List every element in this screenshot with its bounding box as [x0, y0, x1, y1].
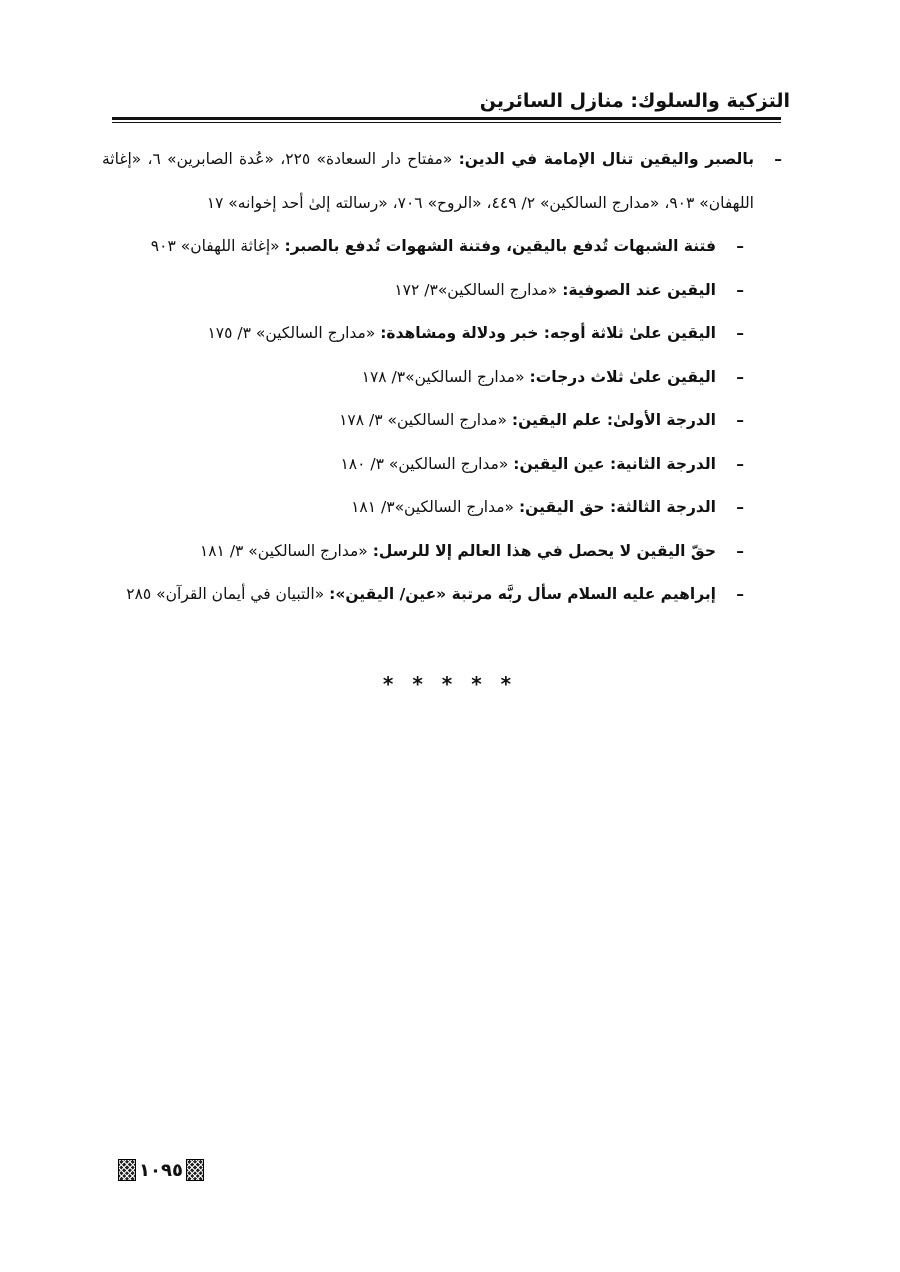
entry-topic: الدرجة الأولىٰ: علم اليقين: — [511, 411, 716, 429]
entry-text — [102, 486, 716, 530]
running-header-title: التزكية والسلوك: منازل السائرين — [479, 90, 790, 112]
entry-topic: بالصبر واليقين تنال الإمامة في الدين: — [458, 150, 755, 168]
index-entry — [102, 530, 744, 574]
entry-references: «مدارج السالكين» ٣/ ١٨٠ — [340, 454, 514, 473]
entry-references: «مدارج السالكين» ٣/ ١٨١ — [199, 541, 373, 560]
entry-dash: – — [736, 585, 744, 603]
entry-dash: – — [736, 237, 744, 255]
index-entry — [102, 399, 744, 443]
ornament-icon — [186, 1159, 204, 1181]
entry-dash: – — [736, 454, 744, 473]
entry-dash: – — [736, 324, 744, 342]
entry-dash: – — [736, 411, 744, 429]
entry-text — [102, 399, 716, 443]
entry-text — [102, 443, 716, 487]
index-entry — [102, 356, 744, 400]
entry-topic: الدرجة الثالثة: حق اليقين: — [518, 498, 716, 516]
entry-dash: – — [736, 280, 744, 299]
entry-references: «مدارج السالكين»٣/ ١٨١ — [351, 498, 519, 516]
entry-references: «مدارج السالكين» ٣/ ١٧٨ — [339, 411, 512, 429]
entry-dash: – — [736, 498, 744, 516]
entry-references: «إغاثة اللهفان» ٩٠٣ — [150, 237, 285, 255]
index-entries-list — [102, 138, 782, 617]
index-entry — [102, 443, 744, 487]
entry-topic: اليقين علىٰ ثلاث درجات: — [529, 367, 716, 386]
index-entry — [102, 573, 744, 617]
entry-text — [102, 225, 716, 269]
entry-topic: الدرجة الثانية: عين اليقين: — [513, 454, 716, 473]
index-entry — [102, 138, 782, 225]
entry-dash: – — [736, 367, 744, 386]
entry-references: «مفتاح دار السعادة» ٢٢٥، «عُدة الصابرين» ٦، «إغاثة اللهفان» ٩٠٣، «مدارج السالكين» ٢/ ٤٤٩، «الروح» ٧٠٦، «رسالته إلىٰ أحد إخوانه» ١٧ — [102, 150, 754, 212]
index-entry — [102, 312, 744, 356]
entry-references: «مدارج السالكين» ٣/ ١٧٥ — [207, 324, 381, 342]
entry-text — [102, 138, 754, 225]
entry-references: «مدارج السالكين»٣/ ١٧٢ — [394, 280, 563, 299]
entry-text — [102, 573, 716, 617]
ornament-icon — [118, 1159, 136, 1181]
entry-text — [102, 269, 716, 313]
entry-references: «التبيان في أيمان القرآن» ٢٨٥ — [126, 585, 330, 603]
entry-dash: – — [774, 150, 782, 168]
header-rule-thin — [112, 122, 781, 123]
entry-topic: حقّ اليقين لا يحصل في هذا العالم إلا للرسل: — [372, 541, 716, 560]
page-number: ١٠٩٥ — [139, 1159, 183, 1181]
entry-text — [102, 530, 716, 574]
header-rule-thick — [112, 117, 781, 120]
section-separator-stars: * * * * * — [382, 672, 518, 696]
entry-topic: اليقين علىٰ ثلاثة أوجه: خبر ودلالة ومشاهدة: — [380, 324, 716, 342]
entry-topic: فتنة الشبهات تُدفع باليقين، وفتنة الشهوات تُدفع بالصبر: — [284, 237, 716, 255]
entry-topic: إبراهيم عليه السلام سأل ربَّه مرتبة «عين/ اليقين»: — [329, 585, 716, 603]
entry-topic: اليقين عند الصوفية: — [562, 280, 716, 299]
entry-text — [102, 312, 716, 356]
index-entry — [102, 486, 744, 530]
index-entry — [102, 225, 744, 269]
index-entry — [102, 269, 744, 313]
entry-references: «مدارج السالكين»٣/ ١٧٨ — [361, 367, 530, 386]
entry-text — [102, 356, 716, 400]
entry-dash: – — [736, 541, 744, 560]
page-number-block — [118, 1156, 204, 1184]
